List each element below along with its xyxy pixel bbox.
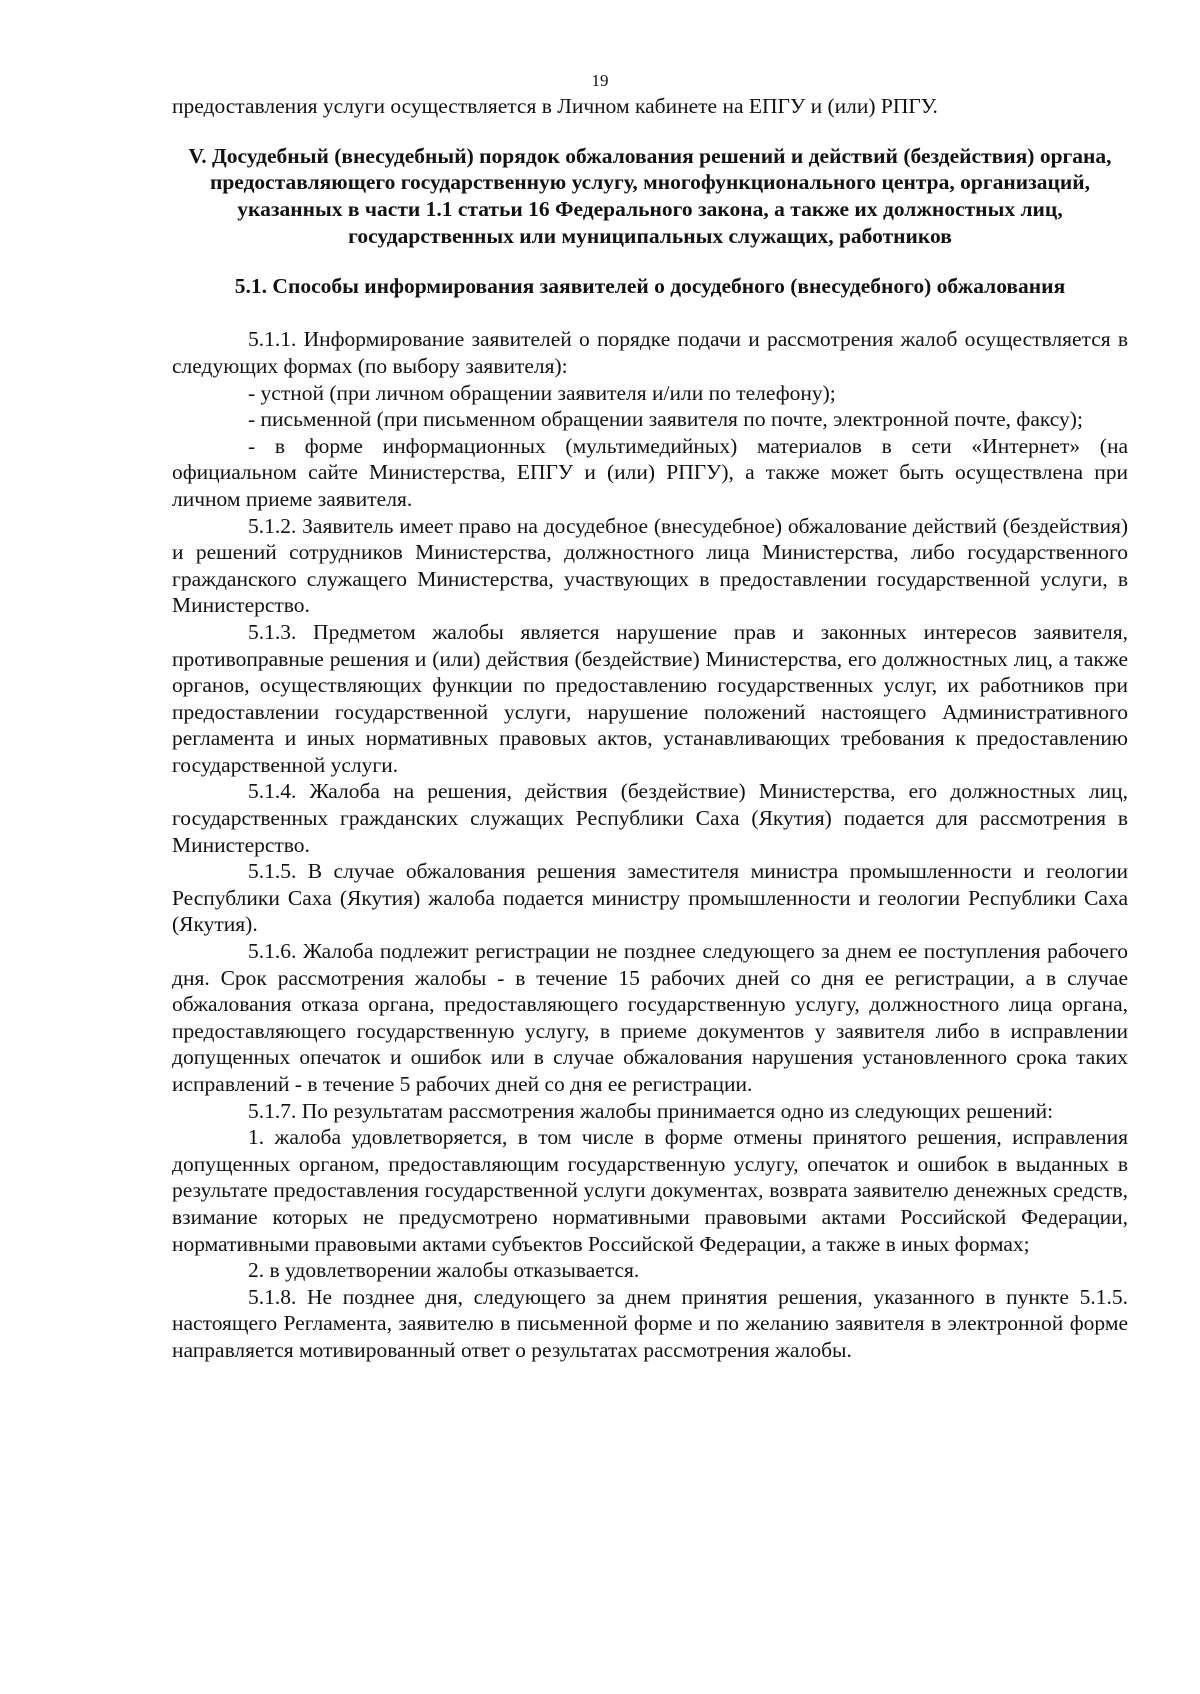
- page-number: 19: [591, 71, 609, 90]
- paragraph-5-1-8: 5.1.8. Не позднее дня, следующего за днем принятия решения, указанного в пункте 5.1.5. настоящего Регламента, заявителю в письменной форме и по желанию заявителя в электронной форме направляется мотивированный ответ о результатах рассмотрения жалобы.: [172, 1284, 1128, 1362]
- section-title: V. Досудебный (внесудебный) порядок обжалования решений и действий (бездействия) органа, предоставляющего государственную услугу, многофункционального центра, организаций, указанных в части 1.1 статьи 16 Федерального закона, а также их должностных лиц, государственных или муниципальных служащих, работников: [188, 143, 1112, 248]
- paragraph-5-1-7: 5.1.7. По результатам рассмотрения жалобы принимается одно из следующих решений:: [248, 1098, 1054, 1123]
- decision-item-1: 1. жалоба удовлетворяется, в том числе в форме отмены принятого решения, исправления допущенных органом, предоставляющим государственную услугу, опечаток и ошибок в выданных в результате предоставления государственной услуги документах, возврата заявителю денежных средств, взимание которых не предусмотрено нормативными правовыми актами Российской Федерации, нормативными правовыми актами субъектов Российской Федерации, а также в иных формах;: [172, 1125, 1128, 1256]
- page-content: [172, 93, 1128, 1364]
- paragraph-5-1-6: 5.1.6. Жалоба подлежит регистрации не позднее следующего за днем ее поступления рабочего дня. Срок рассмотрения жалобы - в течение 15 рабочих дней со дня ее регистрации, а в случае обжалования отказа органа, предоставляющего государственную услугу, должностного лица органа, предоставляющего государственную услугу, в приеме документов у заявителя либо в исправлении допущенных опечаток и ошибок или в случае обжалования нарушения установленного срока таких исправлений - в течение 5 рабочих дней со дня ее регистрации.: [172, 939, 1128, 1096]
- list-item-multimedia: - в форме информационных (мультимедийных) материалов в сети «Интернет» (на официальном сайте Министерства, ЕПГУ и (или) РПГУ), а также может быть осуществлена при личном приеме заявителя.: [172, 433, 1128, 511]
- lead-paragraph: предоставления услуги осуществляется в Личном кабинете на ЕПГУ и (или) РПГУ.: [172, 94, 938, 118]
- paragraph-5-1-1: 5.1.1. Информирование заявителей о порядке подачи и рассмотрения жалоб осуществляется в следующих формах (по выбору заявителя):: [172, 327, 1128, 378]
- paragraph-5-1-4: 5.1.4. Жалоба на решения, действия (бездействие) Министерства, его должностных лиц, государственных гражданских служащих Республики Саха (Якутия) подается для рассмотрения в Министерство.: [172, 779, 1128, 857]
- paragraph-5-1-3: 5.1.3. Предметом жалобы является нарушение прав и законных интересов заявителя, противоправные решения и (или) действия (бездействие) Министерства, его должностных лиц, а также органов, осуществляющих функции по предоставлению государственных услуг, их работников при предоставлении государственной услуги, нарушение положений настоящего Административного регламента и иных нормативных правовых актов, устанавливающих требования к предоставлению государственной услуги.: [172, 619, 1128, 777]
- list-item-written: - письменной (при письменном обращении заявителя по почте, электронной почте, факсу);: [248, 407, 1083, 432]
- decision-item-2: 2. в удовлетворении жалобы отказывается.: [248, 1258, 640, 1283]
- paragraph-5-1-2: 5.1.2. Заявитель имеет право на досудебное (внесудебное) обжалование действий (бездействия) и решений сотрудников Министерства, должностного лица Министерства, либо государственного гражданского служащего Министерства, участвующих в предоставлении государственной услуги, в Министерство.: [172, 513, 1128, 618]
- paragraph-5-1-5: 5.1.5. В случае обжалования решения заместителя министра промышленности и геологии Республики Саха (Якутия) жалоба подается министру промышленности и геологии Республики Саха (Якутия).: [172, 859, 1128, 937]
- subsection-title: 5.1. Способы информирования заявителей о досудебного (внесудебного) обжалования: [234, 273, 1066, 298]
- list-item-oral: - устной (при личном обращении заявителя и/или по телефону);: [248, 380, 836, 405]
